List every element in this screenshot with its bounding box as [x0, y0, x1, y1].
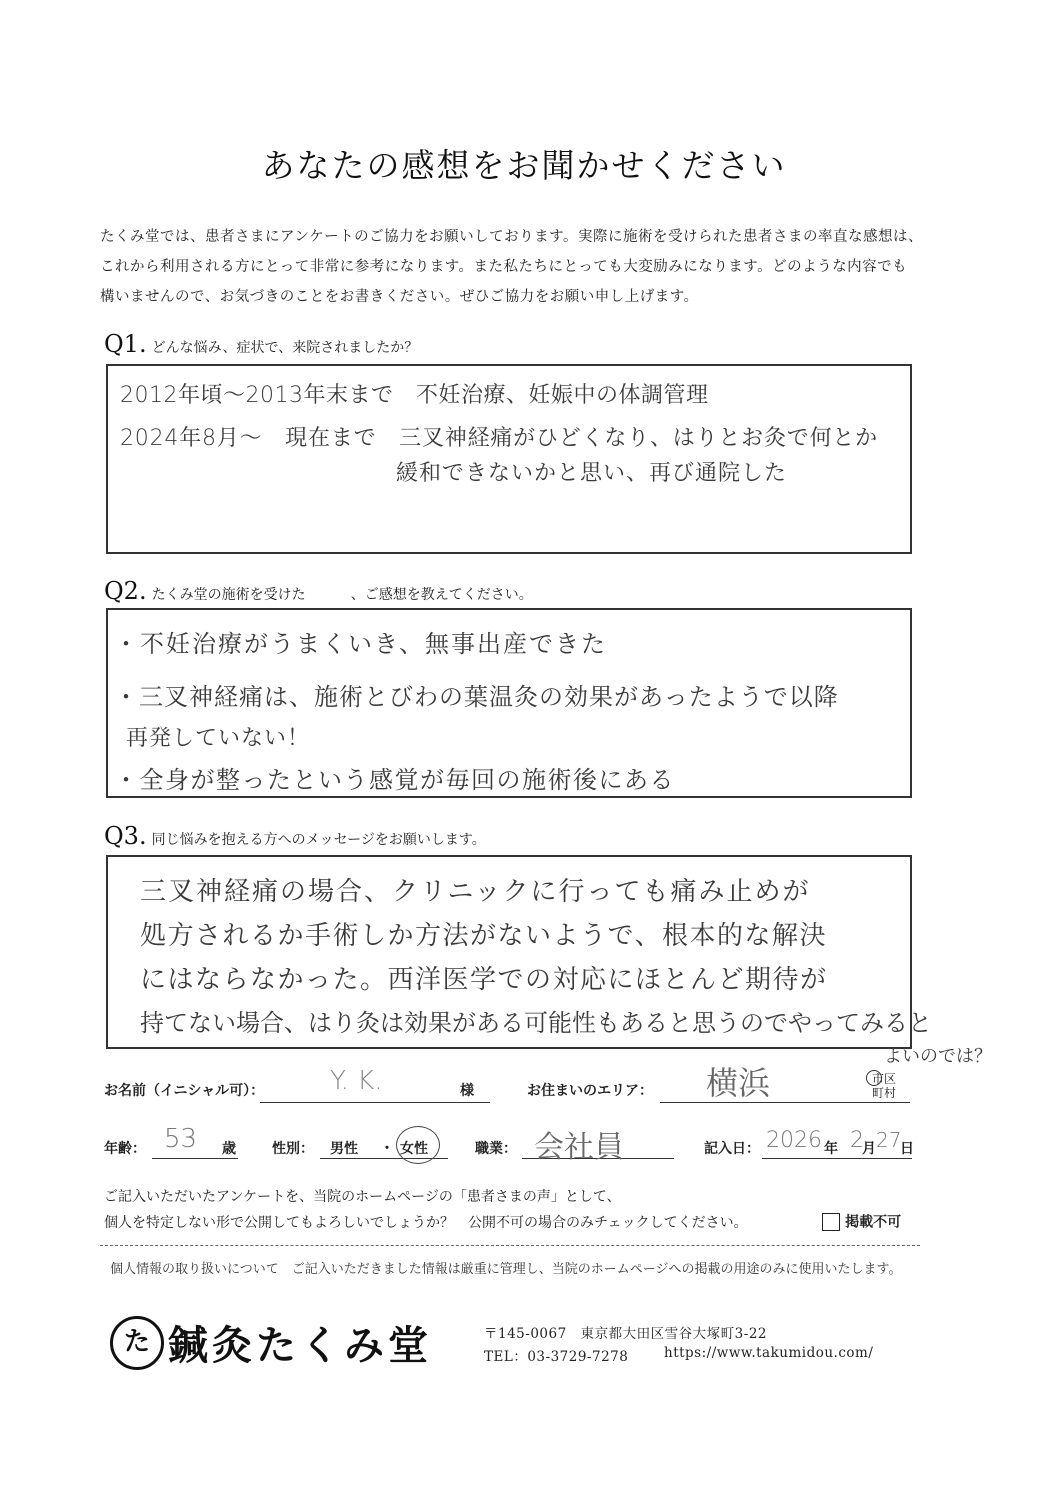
q1-answer-line: 2024年8月～ 現在まで 三叉神経痛がひどくなり、はりとお灸で何とか	[120, 426, 878, 451]
clinic-url[interactable]: https://www.takumidou.com/	[664, 1345, 874, 1361]
name-label: お名前（イニシャル可）：	[104, 1083, 265, 1099]
date-label: 記入日：	[704, 1141, 760, 1157]
area-field[interactable]	[660, 1066, 910, 1103]
q3-overflow-note: よいのでは？	[884, 1046, 992, 1067]
q1-question: どんな悩み、症状で、来院されましたか？	[151, 340, 419, 356]
date-month: 2	[850, 1128, 864, 1153]
q2-label: Q2.	[104, 577, 147, 605]
publish-checkbox[interactable]	[822, 1211, 901, 1232]
publish-line: 個人を特定しない形で公開してもよろしいでしょうか？ 公開不可の場合のみチェックしてください。	[104, 1215, 748, 1231]
gender-female[interactable]: 女性	[400, 1141, 428, 1157]
area-suffix-city: 市区	[872, 1072, 897, 1086]
q2-question-part1: たくみ堂の施術を受けた	[151, 587, 306, 603]
date-month-suffix: 月	[862, 1141, 876, 1157]
gender-selected-circle	[396, 1126, 440, 1164]
q2-answer-line: ・三叉神経痛は、施術とびわの葉温灸の効果があったようで以降	[114, 683, 839, 711]
area-value: 横浜	[706, 1064, 771, 1102]
q1-answer-box[interactable]	[106, 364, 912, 554]
q1-label: Q1.	[104, 330, 147, 358]
logo-mark-icon	[110, 1316, 164, 1370]
q3-question: 同じ悩みを抱える方へのメッセージをお願いします。	[151, 832, 486, 848]
job-field[interactable]	[522, 1126, 674, 1165]
q2-header	[104, 577, 533, 605]
q3-answer-line: 三叉神経痛の場合、クリニックに行っても痛み止めが	[140, 877, 811, 907]
age-field[interactable]	[152, 1126, 238, 1159]
q2-answer-line: 再発していない！	[126, 726, 311, 751]
q2-answer-box[interactable]	[106, 608, 912, 798]
intro-line: これから利用される方にとって非常に参考になります。また私たちにとっても大変励みになります。どのような内容でも	[100, 259, 908, 275]
q1-header	[104, 330, 418, 358]
logo-char: た	[123, 1327, 150, 1357]
job-label: 職業：	[475, 1141, 517, 1157]
intro-text	[100, 222, 960, 312]
q2-question-part2: 、ご感想を教えてください。	[350, 587, 533, 603]
q3-answer-line: にはならなかった。西洋医学での対応にほとんど期待が	[140, 965, 828, 995]
age-value: 53	[164, 1124, 198, 1154]
q2-answer-line: ・不妊治療がうまくいき、無事出産できた	[114, 630, 608, 658]
intro-line: 構いませんので、お気づきのことをお書きください。ぜひご協力をお願い申し上げます。	[100, 289, 699, 305]
date-day-suffix: 日	[900, 1141, 914, 1157]
q1-answer-line: 緩和できないかと思い、再び通院した	[396, 461, 788, 486]
gender-label: 性別：	[272, 1141, 314, 1157]
area-label: お住まいのエリア：	[527, 1083, 653, 1099]
q3-answer-line: 処方されるか手術しか方法がないようで、根本的な解決	[140, 921, 827, 951]
date-field[interactable]	[762, 1126, 912, 1159]
area-circle-mark	[866, 1070, 882, 1086]
divider	[100, 1245, 920, 1246]
gender-male[interactable]: 男性	[330, 1141, 358, 1157]
name-value: Y. K.	[330, 1066, 383, 1096]
job-value: 会社員	[534, 1130, 624, 1165]
q3-answer-line: 持てない場合、はり灸は効果がある可能性もあると思うのでやってみると	[140, 1009, 932, 1037]
date-day: 27	[876, 1128, 902, 1152]
publish-checkbox-label: 掲載不可	[845, 1214, 902, 1231]
publish-notice	[104, 1184, 748, 1236]
area-suffix-town: 町村	[872, 1086, 897, 1100]
q3-label: Q3.	[104, 822, 147, 850]
q1-answer-line: 2012年頃～2013年末まで 不妊治療、妊娠中の体調管理	[120, 383, 709, 408]
date-year-suffix: 年	[824, 1141, 838, 1157]
q3-answer-box[interactable]	[106, 855, 932, 1049]
q2-answer-line: ・全身が整ったという感覚が毎回の施術後にある	[114, 766, 675, 794]
age-label: 年齢：	[104, 1141, 146, 1157]
q3-header	[104, 822, 486, 850]
clinic-tel: TEL：03-3729-7278	[484, 1349, 629, 1365]
name-field[interactable]	[260, 1066, 490, 1103]
name-suffix: 様	[460, 1083, 474, 1099]
intro-line: たくみ堂では、患者さまにアンケートのご協力をお願いしております。実際に施術を受けられた患者さまの率直な感想は、	[100, 229, 923, 245]
date-year: 2026	[766, 1128, 822, 1153]
clinic-address: 〒145-0067 東京都大田区雪谷大塚町3-22	[484, 1326, 768, 1342]
gender-field[interactable]	[320, 1126, 448, 1159]
clinic-name: 鍼灸たくみ堂	[168, 1322, 432, 1369]
privacy-notice: 個人情報の取り扱いについて ご記入いただきました情報は厳重に管理し、当院のホームページへの掲載の用途のみに使用いたします。	[110, 1262, 902, 1277]
checkbox-box[interactable]	[822, 1213, 840, 1231]
publish-line: ご記入いただいたアンケートを、当院のホームページの「患者さまの声」として、	[104, 1189, 621, 1205]
age-suffix: 歳	[222, 1141, 236, 1157]
gender-separator: ・	[380, 1141, 394, 1157]
page-title: あなたの感想をお聞かせください	[261, 146, 787, 185]
